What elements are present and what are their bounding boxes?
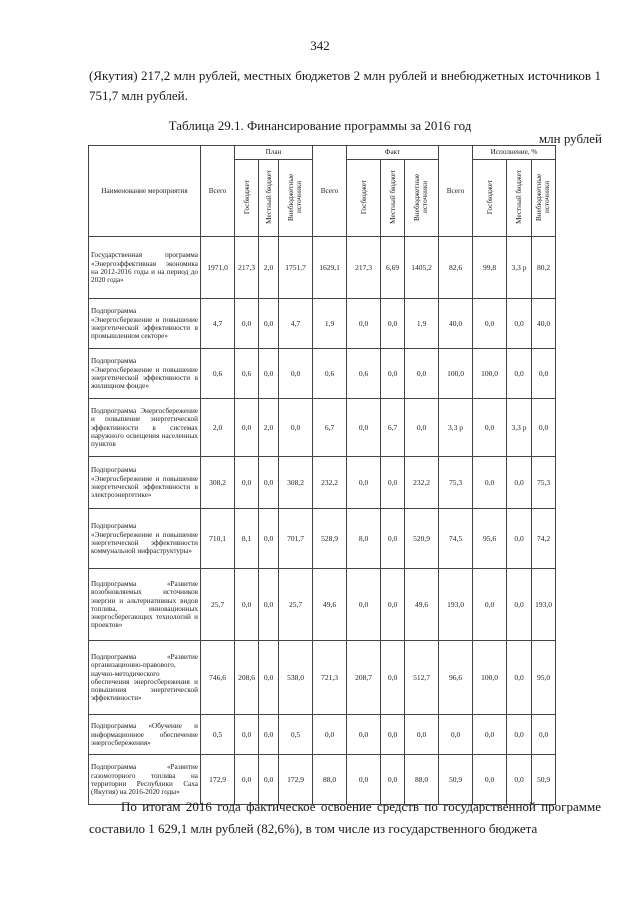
- cell-fact: 6,7: [381, 399, 405, 457]
- table-row: [89, 457, 602, 509]
- cell-exec: 3,3 р: [439, 399, 473, 457]
- cell-exec: 0,0: [532, 349, 556, 399]
- cell-fact: 6,7: [313, 399, 347, 457]
- cell-exec: 0,0: [507, 509, 532, 569]
- cell-plan: 0,0: [235, 755, 259, 805]
- row-name: Подпрограмма «Энергосбережение и повышение энергетической эффективности в жилищном фонде»: [89, 349, 201, 399]
- cell-fact: 1629,1: [313, 237, 347, 299]
- cell-fact: 217,3: [347, 237, 381, 299]
- cell-plan: 0,0: [259, 569, 279, 641]
- cell-fact: 49,6: [313, 569, 347, 641]
- row-name: Подпрограмма «Развитие газомоторного топлива на территории Республики Саха (Якутия) на 2016-2020 годы»: [89, 755, 201, 805]
- row-spacer: [556, 237, 602, 299]
- cell-plan: 2,0: [259, 399, 279, 457]
- cell-exec: 74,5: [439, 509, 473, 569]
- cell-plan: 308,2: [279, 457, 313, 509]
- row-name: Подпрограмма Энергосбережение и повышение энергетической эффективности в системах наружного освещения населенных пунктов: [89, 399, 201, 457]
- header-exec-gov: Госбюджет: [473, 160, 507, 237]
- row-name: Подпрограмма «Развитие возобновляемых источников энергии и альтернативных видов топлива, инновационных энергосберегающих технологий и проектов»: [89, 569, 201, 641]
- cell-exec: 0,0: [507, 755, 532, 805]
- cell-exec: 50,9: [532, 755, 556, 805]
- cell-plan: 0,0: [259, 755, 279, 805]
- cell-exec: 0,0: [473, 299, 507, 349]
- row-spacer: [556, 569, 602, 641]
- cell-fact: 1,9: [313, 299, 347, 349]
- cell-plan: 0,0: [259, 509, 279, 569]
- cell-exec: 0,0: [473, 569, 507, 641]
- cell-exec: 0,0: [507, 457, 532, 509]
- cell-exec: 80,2: [532, 237, 556, 299]
- cell-exec: 3,3 р: [507, 237, 532, 299]
- cell-plan: 1751,7: [279, 237, 313, 299]
- row-spacer: [556, 399, 602, 457]
- cell-exec: 0,0: [473, 715, 507, 755]
- cell-exec: 0,0: [532, 715, 556, 755]
- header-plan-total: Всего: [201, 146, 235, 237]
- cell-fact: 0,0: [381, 569, 405, 641]
- cell-fact: 0,0: [381, 715, 405, 755]
- cell-fact: 0,0: [381, 755, 405, 805]
- header-fact-local: Местный бюджет: [381, 160, 405, 237]
- cell-exec: 0,0: [507, 641, 532, 715]
- header-exec-total: Всего: [439, 146, 473, 237]
- cell-plan: 0,0: [279, 399, 313, 457]
- row-name: Подпрограмма «Энергосбережение и повышение энергетической эффективности в промышленном секторе»: [89, 299, 201, 349]
- row-spacer: [556, 349, 602, 399]
- cell-fact: 0,0: [313, 715, 347, 755]
- cell-fact: 0,0: [405, 399, 439, 457]
- cell-fact: 6,69: [381, 237, 405, 299]
- cell-plan: 172,9: [279, 755, 313, 805]
- cell-exec: 0,0: [507, 349, 532, 399]
- cell-exec: 100,0: [473, 349, 507, 399]
- cell-fact: 8,0: [347, 509, 381, 569]
- cell-fact: 0,0: [381, 641, 405, 715]
- page-number: 342: [310, 38, 330, 53]
- cell-fact: 1405,2: [405, 237, 439, 299]
- cell-plan: 0,0: [235, 569, 259, 641]
- cell-fact: 0,6: [347, 349, 381, 399]
- cell-plan: 2,0: [259, 237, 279, 299]
- row-name: Государственная программа «Энергоэффективная экономика на 2012-2016 годы и на период до 2020 года»: [89, 237, 201, 299]
- financing-table: [88, 145, 602, 805]
- cell-exec: 99,8: [473, 237, 507, 299]
- table-row: [89, 509, 602, 569]
- table-row: [89, 641, 602, 715]
- cell-exec: 75,3: [439, 457, 473, 509]
- cell-fact: 0,0: [381, 349, 405, 399]
- cell-plan: 0,0: [259, 641, 279, 715]
- outro-paragraph: По итогам 2016 года фактическое освоение средств по государственной программе составило 1 629,1 млн рублей (82,6%), в том числе из государственного бюджета: [89, 799, 601, 836]
- cell-plan: 8,1: [235, 509, 259, 569]
- cell-fact: 232,2: [405, 457, 439, 509]
- cell-exec: 0,0: [507, 569, 532, 641]
- cell-fact: 0,0: [381, 457, 405, 509]
- header-fact: Факт: [347, 146, 439, 160]
- cell-fact: 528,9: [313, 509, 347, 569]
- cell-exec: 0,0: [473, 457, 507, 509]
- cell-exec: 95,6: [473, 509, 507, 569]
- cell-fact: 0,0: [347, 755, 381, 805]
- cell-exec: 100,0: [439, 349, 473, 399]
- cell-fact: 0,0: [381, 299, 405, 349]
- cell-plan: 172,9: [201, 755, 235, 805]
- cell-plan: 4,7: [279, 299, 313, 349]
- row-name: Подпрограмма «Энергосбережение и повышение энергетической эффективности в электроэнергетике»: [89, 457, 201, 509]
- cell-plan: 308,2: [201, 457, 235, 509]
- cell-plan: 710,1: [201, 509, 235, 569]
- cell-fact: 0,6: [313, 349, 347, 399]
- cell-exec: 40,0: [532, 299, 556, 349]
- header-plan-local: Местный бюджет: [259, 160, 279, 237]
- cell-plan: 538,0: [279, 641, 313, 715]
- row-spacer: [556, 509, 602, 569]
- header-plan-gov: Госбюджет: [235, 160, 259, 237]
- cell-fact: 0,0: [347, 715, 381, 755]
- cell-fact: 520,9: [405, 509, 439, 569]
- header-plan-extra: Внебюджетные источники: [279, 160, 313, 237]
- cell-fact: 721,3: [313, 641, 347, 715]
- cell-exec: 0,0: [473, 399, 507, 457]
- cell-fact: 88,0: [405, 755, 439, 805]
- header-fact-extra: Внебюджетные источники: [405, 160, 439, 237]
- cell-plan: 0,0: [235, 457, 259, 509]
- cell-fact: 88,0: [313, 755, 347, 805]
- header-fact-total: Всего: [313, 146, 347, 237]
- header-fact-gov: Госбюджет: [347, 160, 381, 237]
- cell-exec: 74,2: [532, 509, 556, 569]
- cell-plan: 0,6: [235, 349, 259, 399]
- header-plan: План: [235, 146, 313, 160]
- cell-exec: 0,0: [507, 299, 532, 349]
- cell-fact: 512,7: [405, 641, 439, 715]
- cell-exec: 95,0: [532, 641, 556, 715]
- header-exec: Исполнение, %: [473, 146, 556, 160]
- cell-plan: 0,5: [201, 715, 235, 755]
- row-spacer: [556, 457, 602, 509]
- cell-exec: 0,0: [507, 715, 532, 755]
- cell-exec: 193,0: [532, 569, 556, 641]
- cell-plan: 0,0: [235, 399, 259, 457]
- row-name: Подпрограмма «Обучение и информационное обеспечение энергосбережения»: [89, 715, 201, 755]
- table-caption: Таблица 29.1. Финансирование программы за 2016 год: [168, 118, 472, 133]
- cell-fact: 0,0: [381, 509, 405, 569]
- cell-exec: 75,3: [532, 457, 556, 509]
- cell-fact: 49,6: [405, 569, 439, 641]
- cell-fact: 0,0: [405, 715, 439, 755]
- cell-plan: 0,6: [201, 349, 235, 399]
- header-name: Наименование мероприятия: [89, 146, 201, 237]
- cell-plan: 208,6: [235, 641, 259, 715]
- table-row: [89, 299, 602, 349]
- table-row: [89, 399, 602, 457]
- cell-exec: 100,0: [473, 641, 507, 715]
- cell-plan: 217,3: [235, 237, 259, 299]
- cell-plan: 0,0: [259, 457, 279, 509]
- cell-fact: 1,9: [405, 299, 439, 349]
- cell-exec: 40,0: [439, 299, 473, 349]
- cell-exec: 82,6: [439, 237, 473, 299]
- cell-exec: 50,9: [439, 755, 473, 805]
- unit-label: млн рублей: [538, 131, 602, 146]
- cell-plan: 4,7: [201, 299, 235, 349]
- table-row: [89, 349, 602, 399]
- cell-plan: 0,0: [235, 299, 259, 349]
- cell-plan: 0,0: [235, 715, 259, 755]
- cell-plan: 701,7: [279, 509, 313, 569]
- cell-plan: 746,6: [201, 641, 235, 715]
- row-spacer: [556, 715, 602, 755]
- cell-fact: 208,7: [347, 641, 381, 715]
- cell-plan: 25,7: [201, 569, 235, 641]
- cell-plan: 0,0: [259, 299, 279, 349]
- cell-exec: 0,0: [473, 755, 507, 805]
- cell-exec: 193,0: [439, 569, 473, 641]
- table-row: [89, 237, 602, 299]
- intro-paragraph: (Якутия) 217,2 млн рублей, местных бюджетов 2 млн рублей и внебюджетных источников 1 751,7 млн рублей.: [89, 68, 601, 103]
- cell-exec: 3,3 р: [507, 399, 532, 457]
- cell-fact: 0,0: [347, 569, 381, 641]
- table-body: [89, 237, 602, 805]
- cell-fact: 0,0: [347, 299, 381, 349]
- cell-exec: 0,0: [532, 399, 556, 457]
- cell-plan: 0,0: [279, 349, 313, 399]
- header-exec-local: Местный бюджет: [507, 160, 532, 237]
- cell-fact: 0,0: [347, 399, 381, 457]
- cell-plan: 25,7: [279, 569, 313, 641]
- cell-plan: 1971,0: [201, 237, 235, 299]
- table-row: [89, 715, 602, 755]
- header-exec-extra: Внебюджетные источники: [532, 160, 556, 237]
- table-row: [89, 569, 602, 641]
- cell-fact: 0,0: [405, 349, 439, 399]
- cell-exec: 96,6: [439, 641, 473, 715]
- cell-fact: 0,0: [347, 457, 381, 509]
- row-spacer: [556, 641, 602, 715]
- cell-plan: 0,5: [279, 715, 313, 755]
- row-name: Подпрограмма «Развитие организационно-правового, научно-методического обеспечения энергосбережения и повышения энергетической эффективности»: [89, 641, 201, 715]
- cell-plan: 0,0: [259, 349, 279, 399]
- cell-plan: 2,0: [201, 399, 235, 457]
- header-spacer: [556, 146, 602, 237]
- cell-fact: 232,2: [313, 457, 347, 509]
- cell-plan: 0,0: [259, 715, 279, 755]
- row-spacer: [556, 299, 602, 349]
- row-name: Подпрограмма «Энергосбережение и повышение энергетической эффективности коммунальной инфраструктуры»: [89, 509, 201, 569]
- cell-exec: 0,0: [439, 715, 473, 755]
